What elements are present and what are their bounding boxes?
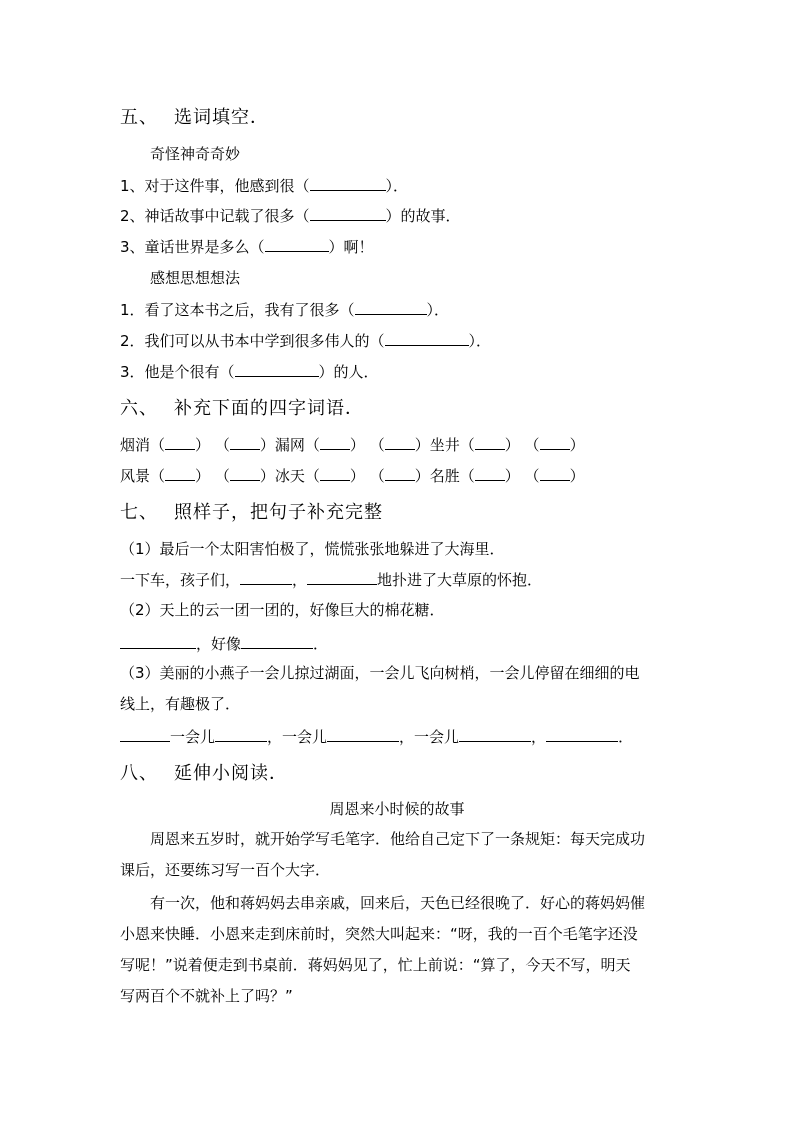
section-5-number: 五、 (120, 107, 158, 128)
answer-blank[interactable] (241, 633, 313, 649)
question-5-2-2 (120, 330, 491, 351)
word-bank-1: 奇怪神奇奇妙 (150, 145, 241, 163)
idiom-blank[interactable] (540, 465, 570, 481)
question-text-end: ）啊！ (328, 238, 374, 256)
example-sentence-2: （2）天上的云一团一团的，好像巨大的棉花糖． (120, 601, 445, 619)
sentence-text: ， (292, 571, 308, 589)
answer-blank[interactable] (546, 726, 618, 742)
question-5-1-1 (120, 175, 408, 196)
section-6-title: 补充下面的四字词语． (174, 398, 364, 419)
answer-blank[interactable] (459, 726, 531, 742)
close-paren: ） (259, 436, 275, 454)
sentence-text: ，一会儿 (399, 728, 460, 746)
idiom-blank[interactable] (540, 434, 570, 450)
open-paren: （ (304, 467, 320, 485)
idiom-blank[interactable] (165, 434, 195, 450)
sentence-text: ． (618, 728, 634, 746)
question-5-1-3 (120, 236, 374, 257)
idiom-blank[interactable] (230, 465, 260, 481)
idiom-blank[interactable] (320, 465, 350, 481)
answer-blank[interactable] (327, 726, 399, 742)
idiom-row-1 (120, 434, 585, 455)
idiom-blank[interactable] (165, 465, 195, 481)
answer-blank[interactable] (120, 633, 196, 649)
answer-blank[interactable] (310, 205, 386, 221)
idiom-prefix: 冰天 (274, 467, 305, 485)
section-7-heading (120, 501, 383, 525)
open-paren: （ (524, 467, 540, 485)
idiom-prefix: 漏网 (274, 436, 305, 454)
question-5-2-1 (120, 299, 449, 320)
question-text: 1．看了这本书之后，我有了很多（ (120, 301, 355, 319)
open-paren: （ (524, 436, 540, 454)
sentence-text: ． (313, 635, 329, 653)
close-paren: ） (414, 467, 430, 485)
sentence-text: 一下车，孩子们， (120, 571, 241, 589)
open-paren: （ (150, 467, 166, 485)
answer-blank[interactable] (307, 569, 377, 585)
idiom-prefix: 风景 (120, 467, 151, 485)
open-paren: （ (459, 467, 475, 485)
idiom-blank[interactable] (475, 465, 505, 481)
section-8-heading (120, 762, 288, 786)
idiom-row-2 (120, 465, 585, 486)
question-text-end: ）． (385, 177, 409, 195)
section-6-heading (120, 397, 364, 421)
section-8-title: 延伸小阅读． (174, 763, 288, 784)
open-paren: （ (459, 436, 475, 454)
open-paren: （ (369, 467, 385, 485)
idiom-prefix: 名胜 (429, 467, 460, 485)
fill-sentence-1 (120, 569, 542, 590)
word-bank-2: 感想思想想法 (150, 269, 241, 287)
story-title: 周恩来小时候的故事 (329, 800, 465, 818)
section-7-number: 七、 (120, 502, 158, 523)
story-paragraph-1-line-2: 课后，还要练习写一百个大字． (120, 861, 331, 879)
answer-blank[interactable] (385, 330, 469, 346)
answer-blank[interactable] (235, 361, 319, 377)
idiom-blank[interactable] (385, 465, 415, 481)
example-sentence-1: （1）最后一个太阳害怕极了，慌慌张张地躲进了大海里． (120, 540, 505, 558)
question-text-end: ）． (468, 332, 492, 350)
idiom-prefix: 坐井 (429, 436, 460, 454)
section-5-title: 选词填空． (174, 107, 269, 128)
sentence-text: ，好像 (196, 635, 242, 653)
sentence-text: ，一会儿 (267, 728, 328, 746)
open-paren: （ (214, 467, 230, 485)
answer-blank[interactable] (355, 299, 427, 315)
idiom-prefix: 烟消 (120, 436, 151, 454)
question-text: 3．他是个很有（ (120, 363, 235, 381)
question-text: 1、对于这件事，他感到很（ (120, 177, 310, 195)
question-text-end: ）的人． (318, 363, 379, 381)
sentence-text: 地扑进了大草原的怀抱． (377, 571, 543, 589)
close-paren: ） (569, 467, 585, 485)
close-paren: ） (504, 467, 520, 485)
idiom-blank[interactable] (385, 434, 415, 450)
fill-sentence-3 (120, 726, 633, 747)
section-6-number: 六、 (120, 398, 158, 419)
question-text: 3、童话世界是多么（ (120, 238, 265, 256)
question-text-end: ）的故事． (385, 207, 461, 225)
open-paren: （ (150, 436, 166, 454)
sentence-text: 一会儿 (170, 728, 216, 746)
open-paren: （ (369, 436, 385, 454)
open-paren: （ (214, 436, 230, 454)
question-5-2-3 (120, 361, 379, 382)
story-paragraph-2-line-1: 有一次，他和蒋妈妈去串亲戚，回来后，天色已经很晚了．好心的蒋妈妈催 (150, 894, 646, 912)
idiom-blank[interactable] (320, 434, 350, 450)
close-paren: ） (414, 436, 430, 454)
close-paren: ） (195, 436, 211, 454)
answer-blank[interactable] (215, 726, 267, 742)
answer-blank[interactable] (265, 236, 329, 252)
close-paren: ） (504, 436, 520, 454)
close-paren: ） (349, 436, 365, 454)
sentence-text: ， (531, 728, 547, 746)
story-paragraph-2-line-2: 小恩来快睡．小恩来走到床前时，突然大叫起来：“呀，我的一百个毛笔字还没 (120, 925, 638, 943)
question-text: 2、神话故事中记载了很多（ (120, 207, 310, 225)
close-paren: ） (195, 467, 211, 485)
section-5-heading (120, 106, 269, 130)
story-paragraph-2-line-3: 写呢！”说着便走到书桌前．蒋妈妈见了，忙上前说：“算了，今天不写，明天 (120, 956, 631, 974)
question-text-end: ）． (426, 301, 450, 319)
answer-blank[interactable] (240, 569, 292, 585)
example-sentence-3-line-2: 线上，有趣极了． (120, 695, 241, 713)
story-paragraph-2-line-4: 写两百个不就补上了吗？” (120, 987, 293, 1005)
section-8-number: 八、 (120, 763, 158, 784)
section-7-title: 照样子，把句子补充完整 (174, 502, 383, 523)
close-paren: ） (259, 467, 275, 485)
answer-blank[interactable] (120, 726, 170, 742)
idiom-blank[interactable] (230, 434, 260, 450)
question-5-1-2 (120, 205, 461, 226)
question-text: 2．我们可以从书本中学到很多伟人的（ (120, 332, 385, 350)
fill-sentence-2 (120, 633, 328, 654)
close-paren: ） (349, 467, 365, 485)
answer-blank[interactable] (310, 175, 386, 191)
example-sentence-3-line-1: （3）美丽的小燕子一会儿掠过湖面，一会儿飞向树梢，一会儿停留在细细的电 (120, 664, 640, 682)
idiom-blank[interactable] (475, 434, 505, 450)
story-paragraph-1-line-1: 周恩来五岁时，就开始学写毛笔字．他给自己定下了一条规矩：每天完成功 (150, 830, 646, 848)
close-paren: ） (569, 436, 585, 454)
open-paren: （ (304, 436, 320, 454)
